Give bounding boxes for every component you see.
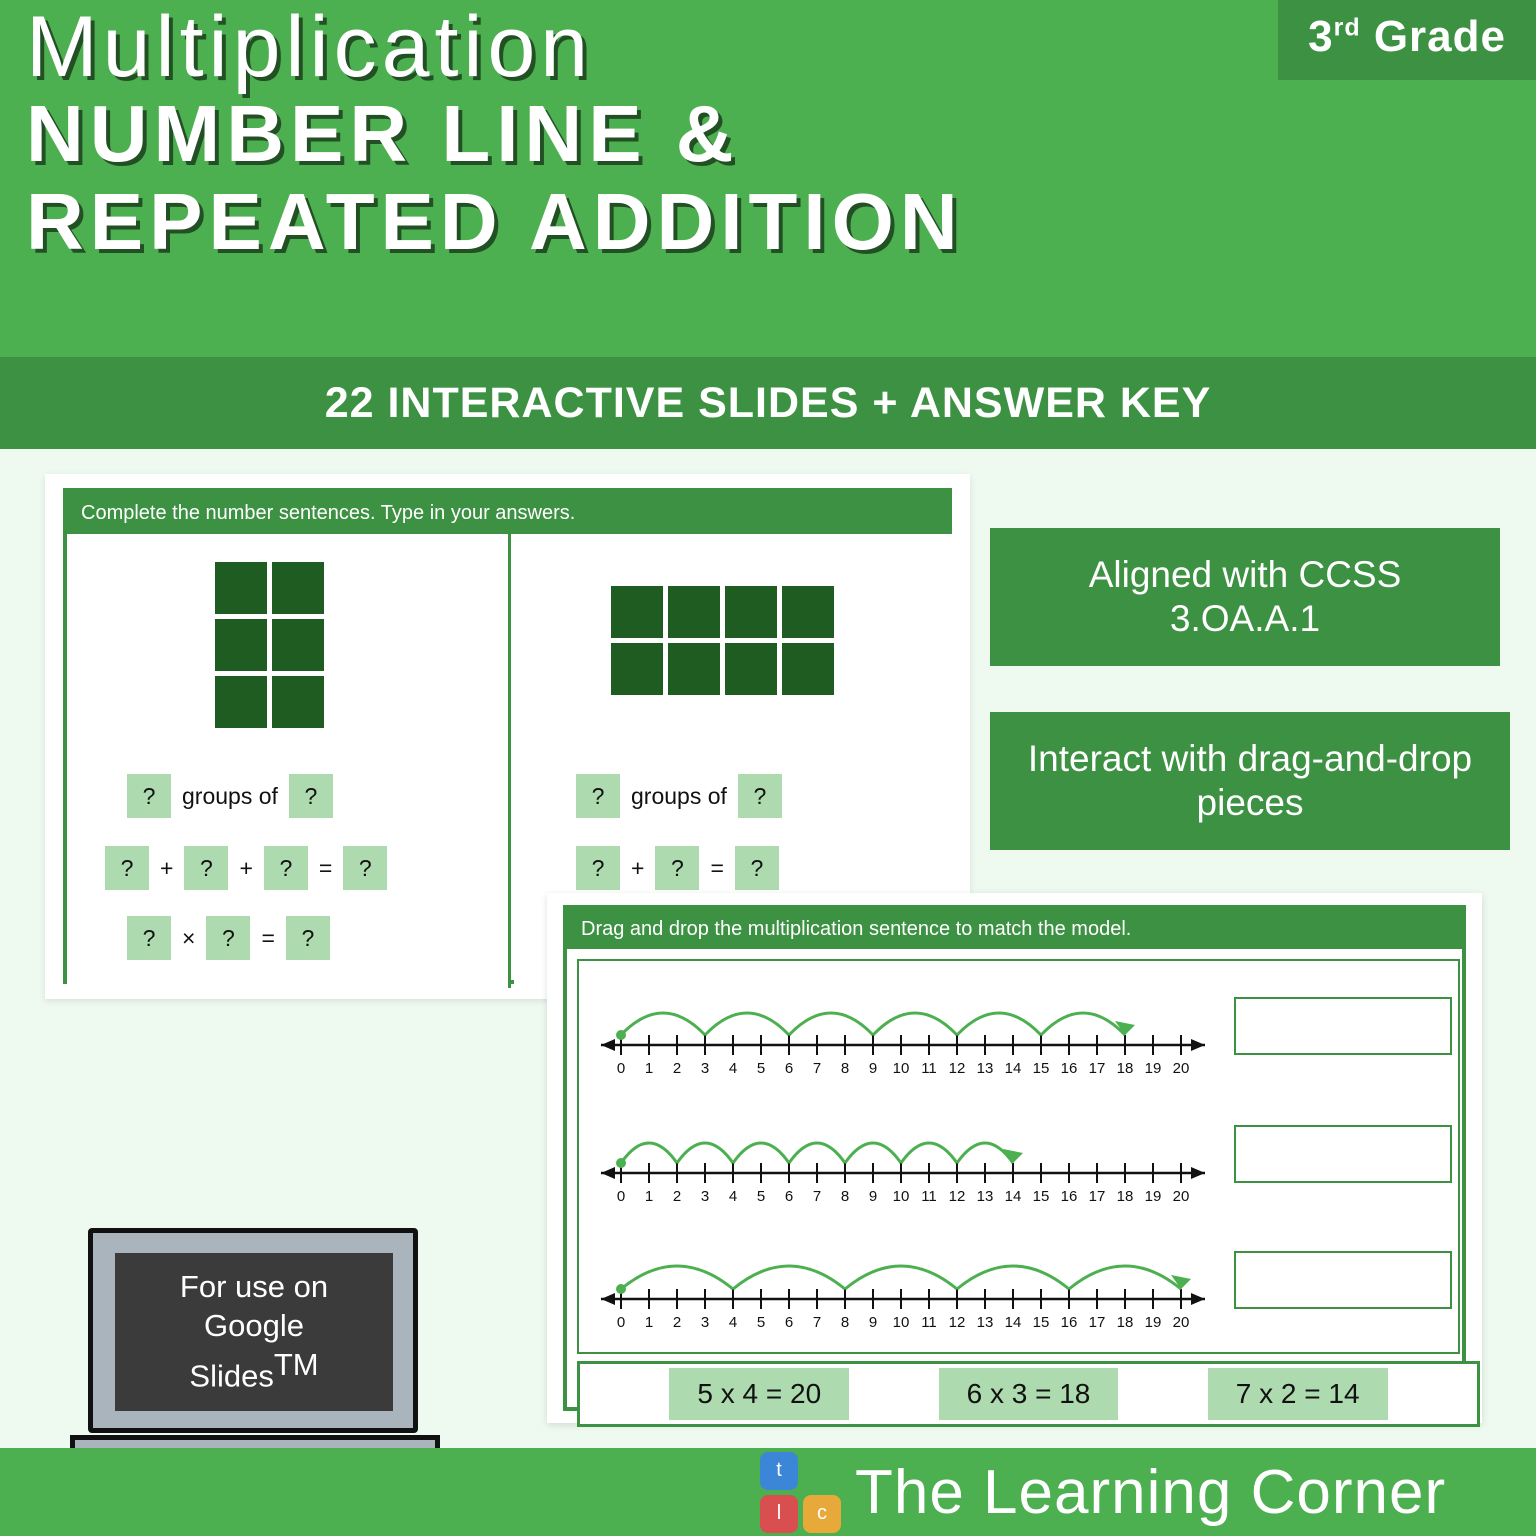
number-line-row-2: [579, 1095, 1462, 1221]
array-cell: [782, 586, 834, 638]
laptop-screen-text: [115, 1253, 393, 1411]
subtitle-bar: [0, 357, 1536, 449]
svg-text:18: 18: [1116, 1188, 1134, 1205]
svg-text:8: 8: [840, 1060, 850, 1077]
input-product[interactable]: ?: [286, 916, 330, 960]
laptop-screen: [88, 1228, 418, 1433]
svg-text:15: 15: [1032, 1060, 1050, 1077]
svg-text:8: 8: [840, 1188, 850, 1205]
svg-text:1: 1: [644, 1314, 654, 1331]
trademark-mark: TM: [273, 1346, 319, 1382]
svg-text:19: 19: [1144, 1188, 1162, 1205]
plus-sign: +: [160, 854, 174, 881]
header-banner: [0, 0, 1536, 357]
svg-text:5: 5: [756, 1188, 766, 1205]
answer-drop-zone-2[interactable]: [1234, 1125, 1452, 1183]
array-cell: [272, 619, 324, 671]
svg-text:11: 11: [921, 1188, 937, 1205]
subtitle-text: 22 INTERACTIVE SLIDES + ANSWER KEY: [324, 378, 1212, 427]
brand-logo: [760, 1448, 1446, 1536]
logo-dot-l: l: [760, 1495, 798, 1533]
svg-text:14: 14: [1004, 1060, 1022, 1077]
array-cell: [215, 562, 267, 614]
left-multiplication-row: [127, 916, 330, 960]
logo-dots: [760, 1452, 841, 1533]
array-cell: [668, 643, 720, 695]
logo-dot-t: t: [760, 1452, 798, 1490]
number-line-row-3: [579, 1221, 1462, 1347]
svg-text:13: 13: [976, 1060, 994, 1077]
array-cell: [272, 562, 324, 614]
input-groups-count[interactable]: ?: [127, 774, 171, 818]
slide2-prompt: Drag and drop the multiplication sentence to match the model.: [567, 909, 1462, 949]
svg-text:6: 6: [784, 1314, 794, 1331]
logo-dot-empty: [803, 1452, 841, 1490]
array-cell: [668, 586, 720, 638]
svg-text:6: 6: [784, 1188, 794, 1205]
title-line-3: REPEATED ADDITION: [26, 177, 964, 266]
page-title: [26, 0, 1276, 266]
svg-text:1: 1: [644, 1188, 654, 1205]
right-addition-row: [576, 846, 779, 890]
plus-sign: +: [239, 854, 253, 881]
svg-text:3: 3: [700, 1060, 710, 1077]
grade-badge: [1278, 0, 1536, 80]
array-cell: [725, 643, 777, 695]
callout-ccss-text: Aligned with CCSS 3.OA.A.1: [1088, 553, 1402, 639]
array-cell: [272, 676, 324, 728]
answer-drop-zone-1[interactable]: [1234, 997, 1452, 1055]
input-addend-2[interactable]: ?: [184, 846, 228, 890]
svg-text:14: 14: [1004, 1314, 1022, 1331]
svg-text:5: 5: [756, 1060, 766, 1077]
svg-text:17: 17: [1088, 1060, 1106, 1077]
title-line-2: NUMBER LINE &: [26, 89, 740, 178]
groups-of-label: groups of: [182, 782, 278, 809]
svg-text:10: 10: [892, 1314, 910, 1331]
answer-drop-zone-3[interactable]: [1234, 1251, 1452, 1309]
number-line-svg-1: [593, 973, 1213, 1083]
number-line-row-1: [579, 967, 1462, 1093]
svg-text:13: 13: [976, 1188, 994, 1205]
svg-text:3: 3: [700, 1188, 710, 1205]
times-sign: ×: [182, 924, 196, 951]
svg-text:16: 16: [1060, 1314, 1078, 1331]
array-cell: [215, 676, 267, 728]
array-model-3x2: [215, 562, 324, 728]
callout-drag-drop: [990, 712, 1510, 850]
callout-ccss: [990, 528, 1500, 666]
logo-dot-c: c: [803, 1495, 841, 1533]
svg-text:2: 2: [672, 1314, 682, 1331]
svg-text:4: 4: [728, 1188, 738, 1205]
input-factor-2[interactable]: ?: [206, 916, 250, 960]
svg-text:12: 12: [948, 1314, 966, 1331]
input-factor-1[interactable]: ?: [127, 916, 171, 960]
svg-text:7: 7: [812, 1060, 822, 1077]
right-groups-row: [576, 774, 782, 818]
laptop-text-line-3: SlidesTM: [189, 1346, 319, 1394]
svg-text:18: 18: [1116, 1314, 1134, 1331]
svg-text:7: 7: [812, 1188, 822, 1205]
svg-text:15: 15: [1032, 1188, 1050, 1205]
svg-text:17: 17: [1088, 1188, 1106, 1205]
svg-text:7: 7: [812, 1314, 822, 1331]
svg-text:19: 19: [1144, 1060, 1162, 1077]
number-line-area: [577, 959, 1460, 1354]
laptop-text-line-1: For use on: [179, 1269, 329, 1305]
equals-sign: =: [318, 854, 333, 881]
svg-text:2: 2: [672, 1188, 682, 1205]
svg-text:20: 20: [1172, 1060, 1190, 1077]
svg-text:17: 17: [1088, 1314, 1106, 1331]
svg-text:0: 0: [616, 1188, 626, 1205]
grade-ordinal-suffix: rd: [1333, 13, 1361, 42]
input-sum[interactable]: ?: [735, 846, 779, 890]
input-addend-3[interactable]: ?: [264, 846, 308, 890]
svg-text:14: 14: [1004, 1188, 1022, 1205]
svg-text:0: 0: [616, 1060, 626, 1077]
svg-text:16: 16: [1060, 1188, 1078, 1205]
array-cell: [782, 643, 834, 695]
left-groups-row: [127, 774, 333, 818]
svg-text:6: 6: [784, 1060, 794, 1077]
input-groups-count[interactable]: ?: [576, 774, 620, 818]
laptop-text-line-2: Google: [204, 1307, 304, 1343]
plus-sign: +: [631, 854, 645, 881]
array-cell: [611, 643, 663, 695]
array-cell: [725, 586, 777, 638]
svg-text:1: 1: [644, 1060, 654, 1077]
svg-text:16: 16: [1060, 1060, 1078, 1077]
svg-text:4: 4: [728, 1060, 738, 1077]
svg-text:4: 4: [728, 1314, 738, 1331]
svg-text:5: 5: [756, 1314, 766, 1331]
input-addend-1[interactable]: ?: [576, 846, 620, 890]
svg-text:20: 20: [1172, 1188, 1190, 1205]
slide-preview-number-lines: [547, 893, 1482, 1423]
slide2-frame: [563, 905, 1466, 1411]
array-cell: [611, 586, 663, 638]
input-addend-2[interactable]: ?: [655, 846, 699, 890]
title-line-1: Multiplication: [26, 0, 594, 95]
svg-text:9: 9: [868, 1060, 878, 1077]
svg-text:10: 10: [892, 1188, 910, 1205]
draggable-chip-2[interactable]: 6 x 3 = 18: [939, 1368, 1119, 1420]
callout-drag-drop-text: Interact with drag-and-drop pieces: [1027, 737, 1473, 823]
input-addend-1[interactable]: ?: [105, 846, 149, 890]
equals-sign: =: [710, 854, 724, 881]
svg-text:11: 11: [921, 1314, 937, 1331]
svg-text:2: 2: [672, 1060, 682, 1077]
svg-text:12: 12: [948, 1188, 966, 1205]
svg-text:20: 20: [1172, 1314, 1190, 1331]
svg-text:12: 12: [948, 1060, 966, 1077]
svg-text:9: 9: [868, 1314, 878, 1331]
draggable-chip-tray: [577, 1361, 1480, 1427]
equals-sign: =: [261, 924, 275, 951]
input-group-size[interactable]: ?: [289, 774, 333, 818]
svg-text:19: 19: [1144, 1314, 1162, 1331]
input-sum[interactable]: ?: [343, 846, 387, 890]
svg-text:15: 15: [1032, 1314, 1050, 1331]
slide1-left-panel: [67, 534, 511, 988]
svg-text:10: 10: [892, 1060, 910, 1077]
grade-label: Grade: [1360, 12, 1506, 61]
draggable-chip-3[interactable]: 7 x 2 = 14: [1208, 1368, 1388, 1420]
array-model-2x4: [611, 586, 834, 695]
groups-of-label: groups of: [631, 782, 727, 809]
slide1-prompt: Complete the number sentences. Type in your answers.: [67, 492, 948, 534]
number-line-svg-2: [593, 1101, 1213, 1211]
number-line-svg-3: [593, 1227, 1213, 1337]
array-cell: [215, 619, 267, 671]
svg-text:8: 8: [840, 1314, 850, 1331]
svg-text:13: 13: [976, 1314, 994, 1331]
svg-text:3: 3: [700, 1314, 710, 1331]
input-group-size[interactable]: ?: [738, 774, 782, 818]
draggable-chip-1[interactable]: 5 x 4 = 20: [669, 1368, 849, 1420]
brand-name: The Learning Corner: [855, 1457, 1447, 1527]
grade-number: 3: [1308, 12, 1334, 61]
svg-text:18: 18: [1116, 1060, 1134, 1077]
svg-text:11: 11: [921, 1060, 937, 1077]
svg-text:9: 9: [868, 1188, 878, 1205]
left-addition-row: [105, 846, 387, 890]
svg-text:0: 0: [616, 1314, 626, 1331]
